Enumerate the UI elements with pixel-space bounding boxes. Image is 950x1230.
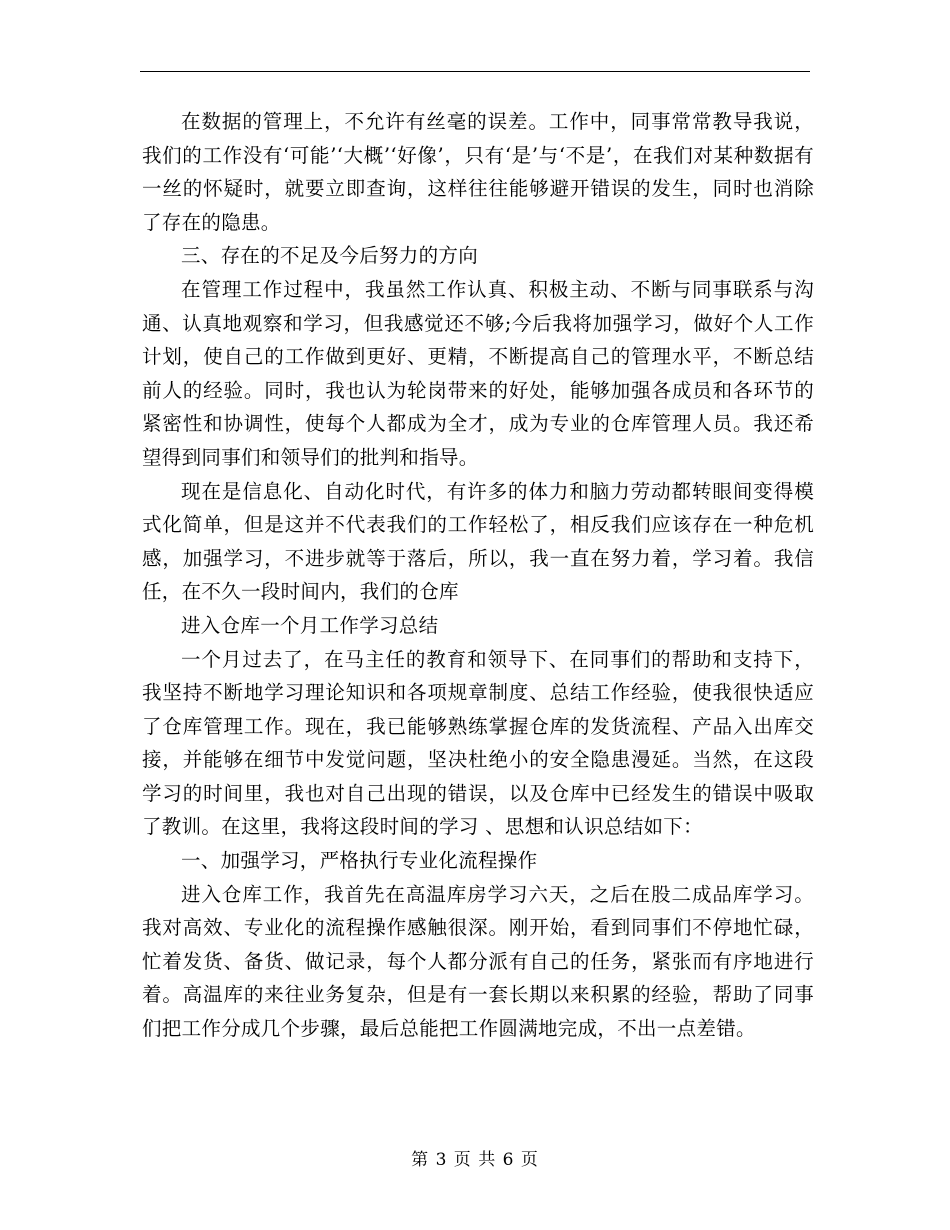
- section-heading: 一、加强学习，严格执行专业化流程操作: [181, 849, 538, 873]
- paragraph: 在管理工作过程中，我虽然工作认真、积极主动、不断与同事联系与沟通、认真地观察和学习，但我感觉还不够;今后我将加强学习，做好个人工作计划，使自己的工作做到更好、更精，不断提高自己的管理水平，不断总结前人的经验。同时，我也认为轮岗带来的好处，能够加强各成员和各环节的紧密性和协调性，使每个人都成为全才，成为专业的仓库管理人员。我还希望得到同事们和领导们的批判和指导。: [142, 277, 814, 469]
- paragraph: 在数据的管理上，不允许有丝毫的误差。工作中，同事常常教导我说，我们的工作没有‘可能’‘大概’‘好像’，只有‘是’与‘不是’，在我们对某种数据有一丝的怀疑时，就要立即查询，这样往往能够避开错误的发生，同时也消除了存在的隐患。: [142, 110, 814, 234]
- paragraph: 进入仓库工作，我首先在高温库房学习六天，之后在股二成品库学习。我对高效、专业化的流程操作感触很深。刚开始，看到同事们不停地忙碌，忙着发货、备货、做记录，每个人都分派有自己的任务，紧张而有序地进行着。高温库的来往业务复杂，但是有一套长期以来积累的经验，帮助了同事们把工作分成几个步骤，最后总能把工作圆满地完成，不出一点差错。: [142, 882, 814, 1041]
- paragraph: 一个月过去了，在马主任的教育和领导下、在同事们的帮助和支持下，我坚持不断地学习理论知识和各项规章制度、总结工作经验，使我很快适应了仓库管理工作。现在，我已能够熟练掌握仓库的发货流程、产品入出库交接，并能够在细节中发觉问题，坚决杜绝小的安全隐患漫延。当然，在这段学习的时间里，我也对自己出现的错误，以及仓库中已经发生的错误中吸取了教训。在这里，我将这段时间的学习 、思想和认识总结如下：: [142, 647, 814, 839]
- document-title: 进入仓库一个月工作学习总结: [181, 613, 439, 637]
- header-rule: [140, 71, 810, 72]
- document-body: [142, 105, 814, 1046]
- section-heading: 三、存在的不足及今后努力的方向: [181, 244, 479, 268]
- page-footer: 第 3 页 共 6 页: [411, 1150, 539, 1170]
- paragraph: 现在是信息化、自动化时代，有许多的体力和脑力劳动都转眼间变得模式化简单，但是这并不代表我们的工作轻松了，相反我们应该存在一种危机感，加强学习，不进步就等于落后，所以，我一直在努力着，学习着。我信任，在不久一段时间内，我们的仓库: [142, 479, 814, 604]
